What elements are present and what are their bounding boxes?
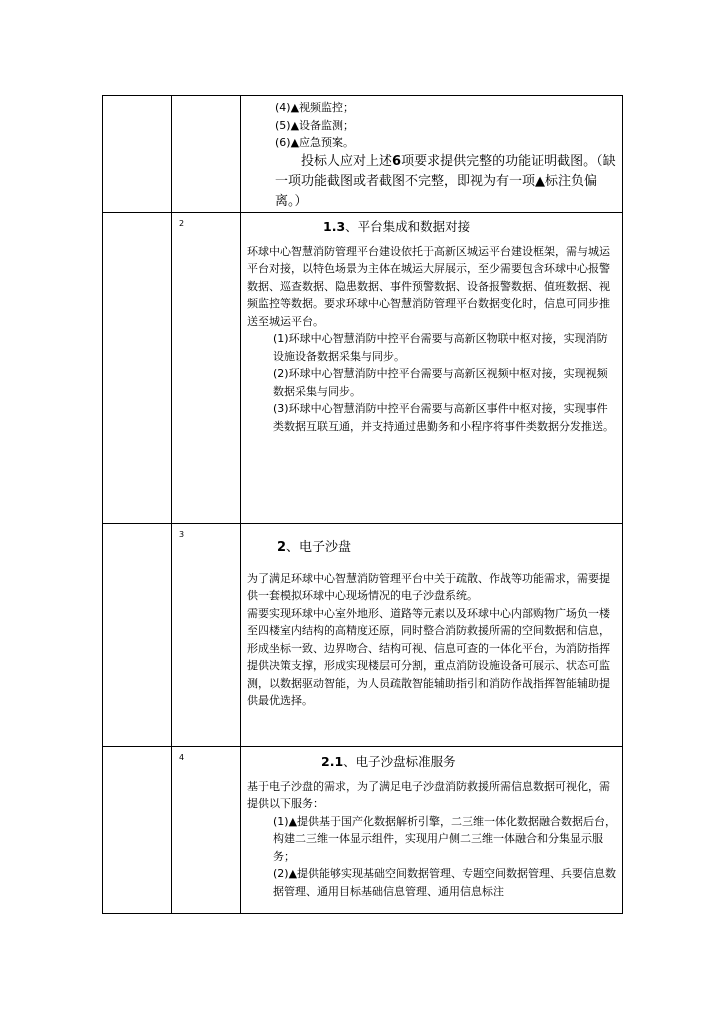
paragraph: 需要实现环球中心室外地形、道路等元素以及环球中心内部购物广场负一楼至四楼室内结构的高精度还原，同时整合消防救援所需的空间数据和信息，形成坐标一致、边界吻合、结构可视、信息可查的一体化平台，为消防指挥提供决策支撑，形成实现楼层可分割，重点消防设施设备可展示、状态可监测，以数据驱动智能，为人员疏散智能辅助指引和消防作战指挥智能辅助提供最优选择。 <box>247 606 610 707</box>
row-number <box>172 96 241 213</box>
list-item: (1)▲提供基于国产化数据解析引擎，二三维一体化数据融合数据后台，构建二三维一体显示组件，实现用户侧二三维一体融合和分集显示服务； <box>273 814 617 863</box>
paragraph: 环球中心智慧消防管理平台建设依托于高新区城运平台建设框架，需与城运平台对接，以特色场景为主体在城运大屏展示，至少需要包含环球中心报警数据、巡查数据、隐患数据、事件预警数据、设备报警数据、值班数据、视频监控等数据。要求环球中心智慧消防管理平台数据变化时，信息可同步推送至城运平台。 <box>247 244 610 328</box>
empty-cell <box>103 523 172 746</box>
section-heading <box>247 538 617 558</box>
row-number: 2 <box>172 212 241 523</box>
list-item: (3)环球中心智慧消防中控平台需要与高新区事件中枢对接，实现事件类数据互联互通，并支持通过患勤务和小程序将事件类数据分发推送。 <box>273 402 614 433</box>
paragraph: 基于电子沙盘的需求，为了满足电子沙盘消防救援所需信息数据可视化，需提供以下服务： <box>247 779 610 810</box>
heading-number: 2.1 <box>321 753 344 769</box>
list-item: (2)▲提供能够实现基础空间数据管理、专题空间数据管理、兵要信息数据管理、通用目标基础信息管理、通用信息标注 <box>273 867 617 898</box>
table-row <box>103 523 623 746</box>
empty-cell <box>103 212 172 523</box>
content-cell <box>241 212 623 523</box>
list-item: (6)▲应急预案。 <box>275 136 355 149</box>
empty-cell <box>103 746 172 913</box>
content-cell <box>241 96 623 213</box>
heading-text: 、电子沙盘 <box>286 539 352 555</box>
empty-cell <box>103 96 172 213</box>
content-cell <box>241 746 623 913</box>
table-row <box>103 212 623 523</box>
section-heading <box>247 217 617 237</box>
note-suffix: 项要求提供完整的功能证明截图。（缺一项功能截图或者截图不完整，即视为有一项▲标注负偏离。） <box>275 153 616 209</box>
heading-number: 1.3 <box>323 218 346 234</box>
note-prefix: 投标人应对上述 <box>301 153 393 169</box>
row-number: 3 <box>172 523 241 746</box>
content-cell <box>241 523 623 746</box>
list-item: (4)▲视频监控； <box>275 101 355 114</box>
list-item: (1)环球中心智慧消防中控平台需要与高新区物联中枢对接，实现消防设施设备数据采集与同步。 <box>273 332 608 363</box>
submission-note <box>247 152 617 212</box>
list-item: (2)环球中心智慧消防中控平台需要与高新区视频中枢对接，实现视频数据采集与同步。 <box>273 367 608 398</box>
heading-text: 、平台集成和数据对接 <box>345 218 471 234</box>
list-item: (5)▲设备监测； <box>275 118 355 132</box>
heading-text: 、电子沙盘标准服务 <box>343 753 456 769</box>
heading-number: 2 <box>277 539 287 555</box>
note-count: 6 <box>392 153 402 169</box>
requirements-table <box>102 95 623 914</box>
table-row <box>103 96 623 213</box>
paragraph: 为了满足环球中心智慧消防管理平台中关于疏散、作战等功能需求，需要提供一套模拟环球中心现场情况的电子沙盘系统。 <box>247 571 610 602</box>
table-row <box>103 746 623 913</box>
row-number: 4 <box>172 746 241 913</box>
section-heading <box>247 752 617 772</box>
